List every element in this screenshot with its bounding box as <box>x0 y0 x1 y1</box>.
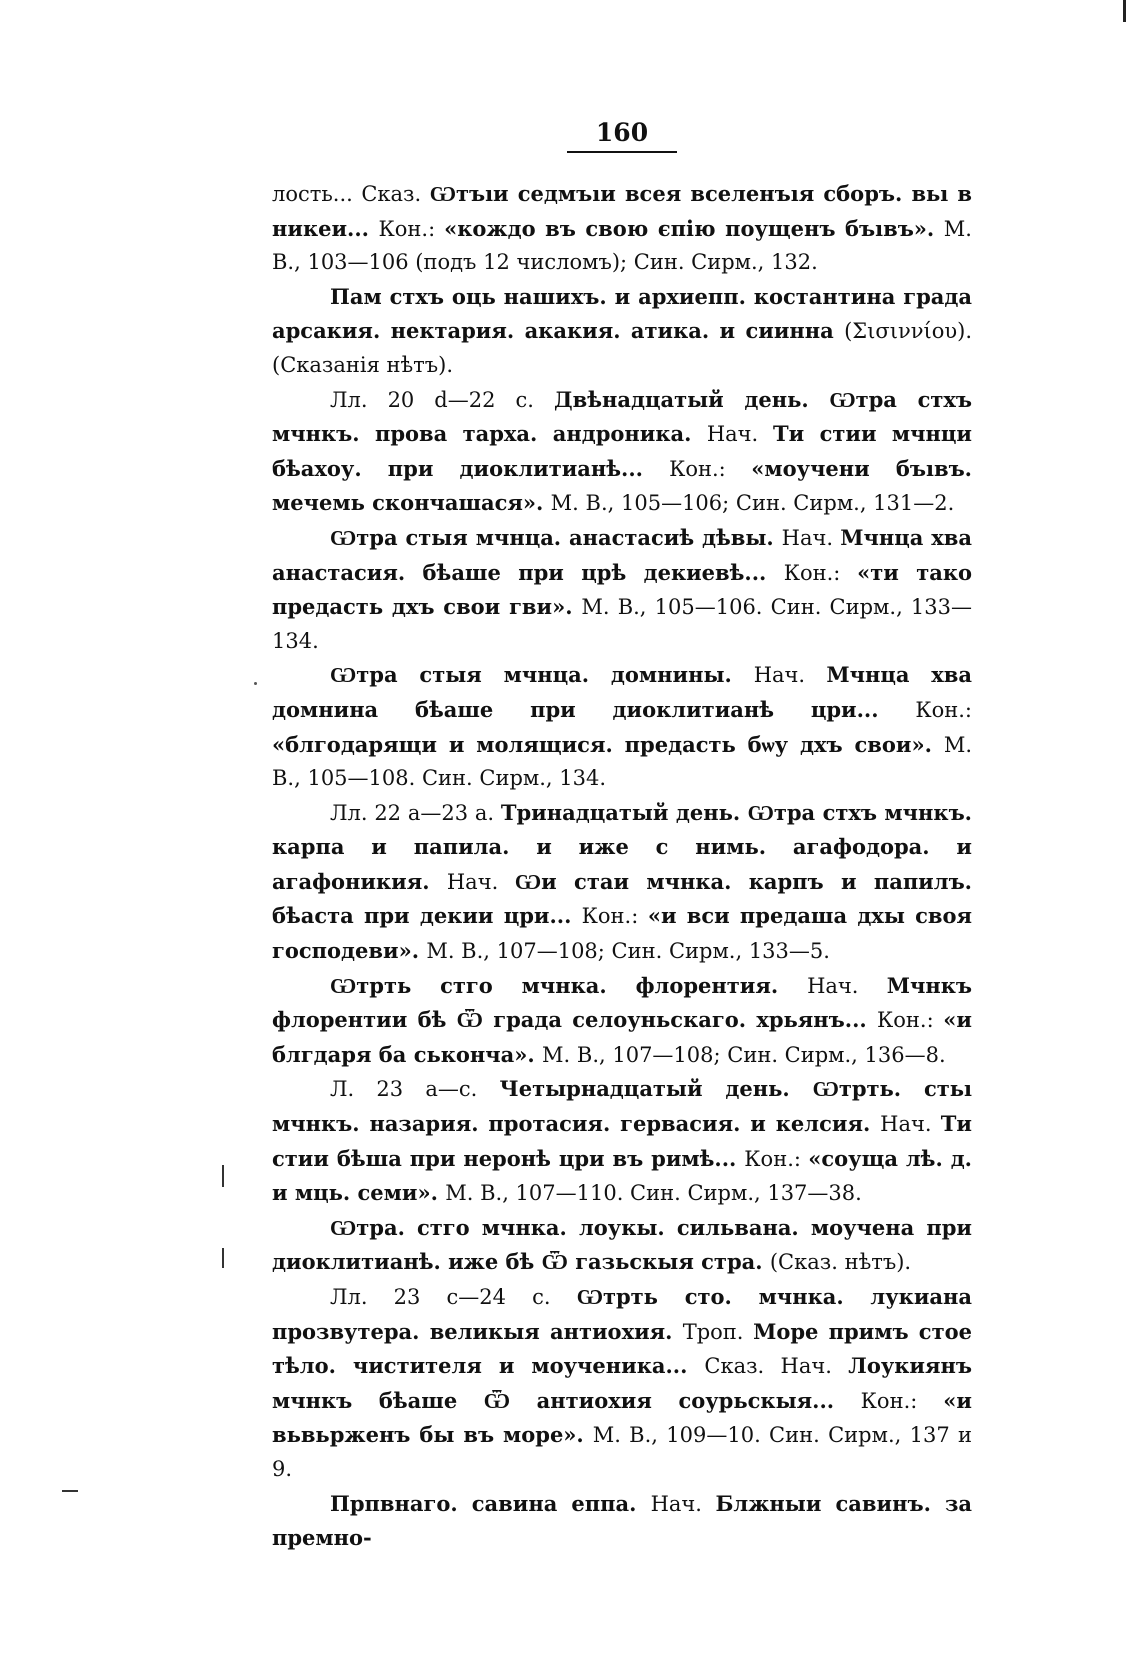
russian-text: М. В., 105—106; Син. Сирм., 131—2. <box>550 491 955 516</box>
slavonic-text: Мчнца хва анастасия. бѣаше при црѣ декиевѣ... <box>272 524 972 585</box>
paragraph <box>272 280 972 383</box>
russian-text: Нач. <box>781 525 841 550</box>
russian-text: (Сказ. нѣтъ). <box>769 1250 912 1275</box>
russian-text: Нач. <box>753 663 827 688</box>
slavonic-text: «кождо въ свою єпію поущенъ бъıвъ». <box>444 215 944 241</box>
paragraph <box>272 1211 972 1280</box>
russian-text: Нач. <box>706 422 773 447</box>
slavonic-text: Четырнадцатый день. Ѡтрть. стьı мчнкъ. назария. протасия. гервасия. и келсия. <box>272 1076 972 1137</box>
russian-text: М. В., 107—108; Син. Сирм., 133—5. <box>426 939 830 964</box>
slavonic-text: Ѡтрть сто. мчнка. лукиана прозвутера. великыя антиохия. <box>272 1284 972 1344</box>
slavonic-text: Ѡтра. стго мчнка. лоукы. сильвана. моучена при диоклитианѣ. иже бѣ Ѿ газьскыя стра. <box>272 1214 972 1275</box>
russian-text: М. В., 103—106 (подъ 12 числомъ); Син. Сирм., 132. <box>272 216 972 275</box>
slavonic-text: «моучени бъıвъ. мечемь скончашася». <box>272 455 972 516</box>
slavonic-text: Прпвнаго. савина еппа. <box>330 1490 651 1516</box>
russian-text: Нач. <box>650 1491 716 1516</box>
paragraph <box>272 658 972 795</box>
russian-text: Кон.: <box>669 456 752 481</box>
slavonic-text: «и вьвьрженъ бы въ море». <box>272 1387 972 1448</box>
russian-text: Лл. 23 с—24 с. <box>330 1285 577 1309</box>
russian-text: Нач. <box>807 973 887 998</box>
slavonic-text: Ѡтра стыя мчнца. анастасиѣ дѣвы. <box>330 524 782 550</box>
slavonic-text: «и вси предаша дхы своя господеви». <box>272 903 972 964</box>
russian-text: лость... Сказ. <box>272 182 430 206</box>
russian-text: М. В., 107—110. Син. Сирм., 137—38. <box>445 1181 862 1206</box>
slavonic-text: «и блгдаря ба ськонча». <box>272 1007 972 1067</box>
slavonic-text: Ти стии бѣша при неронѣ цри въ римѣ... <box>272 1111 972 1171</box>
slavonic-text: Двѣнадцатый день. Ѡтра стхъ мчнкъ. прова тарха. андроника. <box>272 386 972 447</box>
slavonic-text: Ѡи стаи мчнка. карпъ и папилъ. бѣаста при декии цри... <box>272 868 972 929</box>
russian-text: Кон.: <box>581 904 648 929</box>
paragraph <box>272 177 972 280</box>
russian-text: М. В., 105—108. Син. Сирм., 134. <box>272 732 972 791</box>
slavonic-text: Ти стии мчнци бѣахоу. при диоклитианѣ... <box>272 421 972 481</box>
paragraph <box>272 521 972 658</box>
russian-text: Троп. <box>682 1319 754 1344</box>
document-page <box>272 118 972 1556</box>
russian-text: Кон.: <box>783 560 858 585</box>
paragraph <box>272 1487 972 1556</box>
russian-text: Кон.: <box>877 1008 944 1033</box>
paragraph <box>272 383 972 521</box>
paragraph <box>272 796 972 969</box>
slavonic-text: Мчнца хва домнина бѣаше при диоклитианѣ цри... <box>272 662 973 722</box>
margin-mark <box>222 1248 224 1268</box>
slavonic-text: Море примъ стое тѣло. чистителя и моученика... <box>272 1318 972 1379</box>
slavonic-text: Ѡтъıи седмъıи всея вселенъıя сборъ. вьı в никеи... <box>272 181 972 241</box>
russian-text: (Σισιννίου). (Сказанія нѣтъ). <box>272 319 972 377</box>
slavonic-text: Лоукиянъ мчнкъ бѣаше Ѿ антиохия соурьскыя... <box>272 1353 973 1413</box>
slavonic-text: Мчнкъ флорентии бѣ Ѿ града селоуньскаго. хрьянъ... <box>272 972 972 1033</box>
russian-text: Кон.: <box>744 1146 809 1171</box>
margin-mark <box>62 1490 78 1492</box>
slavonic-text: «блгодарящи и молящися. предасть бѡу дхъ свои». <box>272 731 944 757</box>
russian-text: Лл. 22 а—23 а. <box>330 800 501 825</box>
slavonic-text: Пам стхъ оць нашихъ. и архиепп. костантина града арсакия. нектария. акакия. атика. и сиинна <box>272 283 972 344</box>
scan-speck <box>254 682 257 685</box>
margin-mark <box>222 1165 224 1187</box>
slavonic-text: Ѡтрть стго мчнка. флорентия. <box>330 972 808 998</box>
scan-edge-line <box>1123 0 1126 22</box>
russian-text: М. В., 107—108; Син. Сирм., 136—8. <box>542 1042 946 1067</box>
russian-text: М. В., 105—106. Син. Сирм., 133—134. <box>272 595 972 653</box>
paragraph <box>272 969 972 1073</box>
russian-text: Нач. <box>446 869 515 894</box>
russian-text: Сказ. Нач. <box>704 1354 849 1379</box>
russian-text: Лл. 20 d—22 c. <box>330 387 554 412</box>
slavonic-text: Тринадцатый день. Ѡтра стхъ мчнкъ. карпа и папила. и иже с нимь. агафодора. и агафоникия. <box>272 799 972 894</box>
page-number: 160 <box>567 118 677 153</box>
slavonic-text: «ти тако предасть дхъ свои гви». <box>272 559 972 620</box>
russian-text: Кон.: <box>860 1388 944 1413</box>
russian-text: Л. 23 а—с. <box>330 1077 500 1102</box>
slavonic-text: Блжныи савинъ. за премно- <box>272 1490 973 1551</box>
russian-text: Нач. <box>880 1112 941 1137</box>
russian-text: М. В., 109—10. Син. Сирм., 137 и 9. <box>272 1423 972 1481</box>
slavonic-text: Ѡтра стыя мчнца. домнины. <box>330 662 754 688</box>
russian-text: Кон.: <box>915 697 972 722</box>
paragraph <box>272 1280 972 1487</box>
slavonic-text: «соуща лѣ. д. и мць. семи». <box>272 1145 972 1206</box>
paragraph <box>272 1072 972 1210</box>
body-text <box>272 177 972 1556</box>
russian-text: Кон.: <box>378 216 445 241</box>
